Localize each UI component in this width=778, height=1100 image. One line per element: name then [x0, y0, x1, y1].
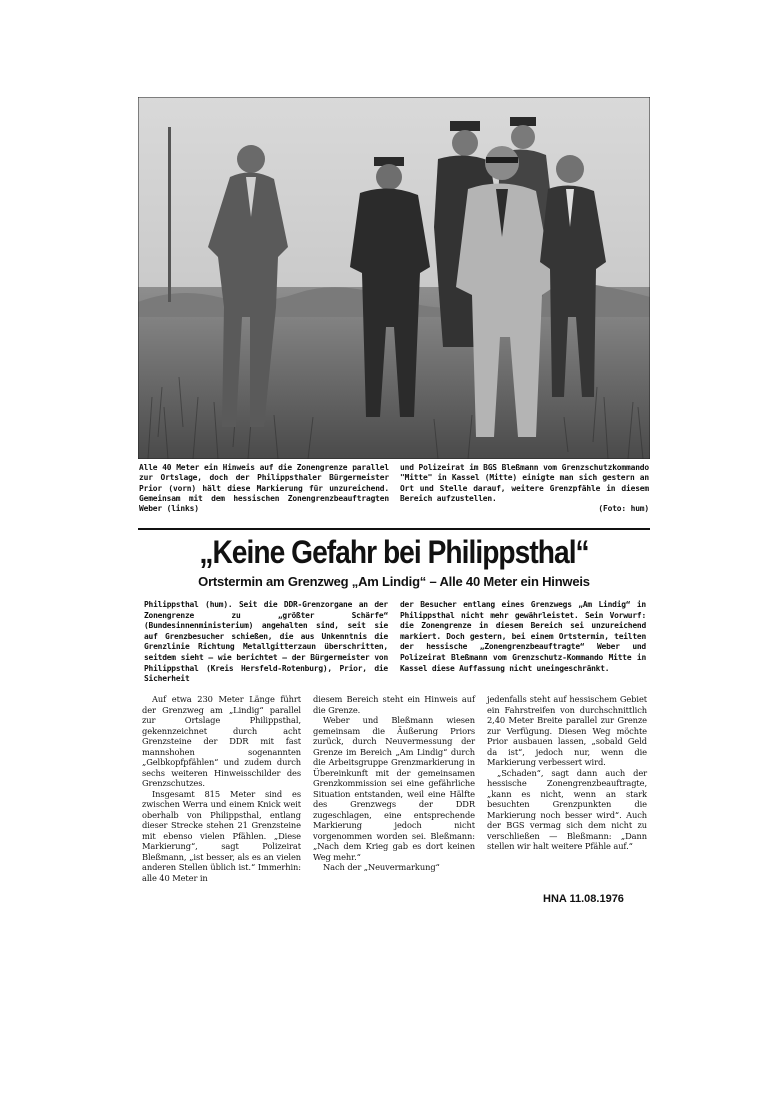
- lead-paragraph-left: Philippsthal (hum). Seit die DDR-Grenzorgane an der Zonengrenze zu „größter Schärfe“ (Bundesinnenministerium) angehalten sind, seit sie auf Grenzbesucher schießen, die aus Unkenntnis die Grenzlinie Richtung Metallgitterzaun überschritten, seitdem sieht — wie berichtet — der Bürgermeister von Philippsthal (Kreis Hersfeld-Rotenburg), Prior, die Sicherheit: [144, 600, 388, 684]
- article-column-1: [142, 694, 301, 883]
- news-photo: [138, 97, 650, 459]
- divider-rule: [138, 528, 650, 530]
- paragraph: Weber und Bleßmann wiesen gemeinsam die Äußerung Priors zurück, durch Neuvermessung der Grenze im Bereich „Am Lindig“ durch die Arbeitsgruppe Grenzmarkierung in Übereinkunft mit der gemeinsamen Grenzkommission sei eine gefährliche Situation entstanden, weil eine Hälfte des Grenzwegs der DDR zugeschlagen, eine entsprechende Markierung jedoch nicht vorgenommen worden sei. Bleßmann: „Nach dem Krieg gab es dort keinen Weg mehr.“: [313, 715, 475, 862]
- photo-caption-left: Alle 40 Meter ein Hinweis auf die Zonengrenze parallel zur Ortslage, doch der Philippsthaler Bürgermeister Prior (vorn) hält diese Markierung für unzureichend. Gemeinsam mit dem hessischen Zonengrenzbeauftragten Weber (links): [139, 463, 389, 514]
- paragraph: Auf etwa 230 Meter Länge führt der Grenzweg am „Lindig“ parallel zur Ortslage Philippsthal, gekennzeichnet durch acht Grenzsteine der DDR mit fast mannshohen sogenannten „Gelbkopfpfählen“ und zudem durch sechs weiteren Hinweisschilder des Grenzschutzes.: [142, 694, 301, 788]
- photo-caption-right-text: und Polizeirat im BGS Bleßmann vom Grenzschutzkommando "Mitte" in Kassel (Mitte) einigte man sich gestern an Ort und Stelle darauf, weitere Grenzpfähle in diesem Bereich aufzustellen.: [400, 463, 649, 503]
- newspaper-clipping: [138, 97, 650, 915]
- article-column-2: [313, 694, 475, 873]
- paragraph: Nach der „Neuvermarkung“: [323, 862, 440, 872]
- source-citation: HNA 11.08.1976: [543, 893, 624, 905]
- paragraph: diesem Bereich steht ein Hinweis auf die Grenze.: [313, 694, 475, 715]
- paragraph: jedenfalls steht auf hessischem Gebiet ein Fahrstreifen von durchschnittlich 2,40 Meter Breite parallel zur Grenze zur Verfügung. Diesen Weg möchte Prior ausbauen lassen, „sobald Geld da ist“, jedoch nur, wenn die Markierung verbessert wird.: [487, 694, 647, 767]
- photo-credit: (Foto: hum): [598, 504, 649, 514]
- subheadline: Ortstermin am Grenzweg „Am Lindig“ – Alle 40 Meter ein Hinweis: [198, 574, 590, 589]
- photo-caption-right: [400, 463, 649, 514]
- article-column-3: [487, 694, 647, 852]
- headline: „Keine Gefahr bei Philippsthal“: [199, 534, 589, 570]
- lead-paragraph-right: der Besucher entlang eines Grenzwegs „Am Lindig“ in Philippsthal nicht mehr gewährleistet. Sein Vorwurf: die Zonengrenze in diesem Bereich sei unzureichend markiert. Doch gestern, bei einem Ortstermin, teilten der hessische „Zonengrenzbeauftragte“ Weber und Polizeirat Bleßmann vom Grenzschutz-Kommando Mitte in Kassel diese Auffassung nicht uneingeschränkt.: [400, 600, 646, 673]
- paragraph: „Schaden“, sagt dann auch der hessische Zonengrenzbeauftragte, „kann es nicht, wenn an stark besuchten Grenzpunkten die Markierung noch besser wird“. Auch der BGS vermag sich dem nicht zu verschließen — Bleßmann: „Dann stellen wir halt weitere Pfähle auf.“: [487, 767, 647, 851]
- paragraph: Insgesamt 815 Meter sind es zwischen Werra und einem Knick weit oberhalb von Philippsthal, entlang dieser Strecke stehen 21 Grenzsteine mit ebenso vielen Pfählen. „Diese Markierung“, sagt Polizeirat Bleßmann, „ist besser, als es an vielen anderen Stellen üblich ist.“ Immerhin: alle 40 Meter in: [142, 788, 301, 883]
